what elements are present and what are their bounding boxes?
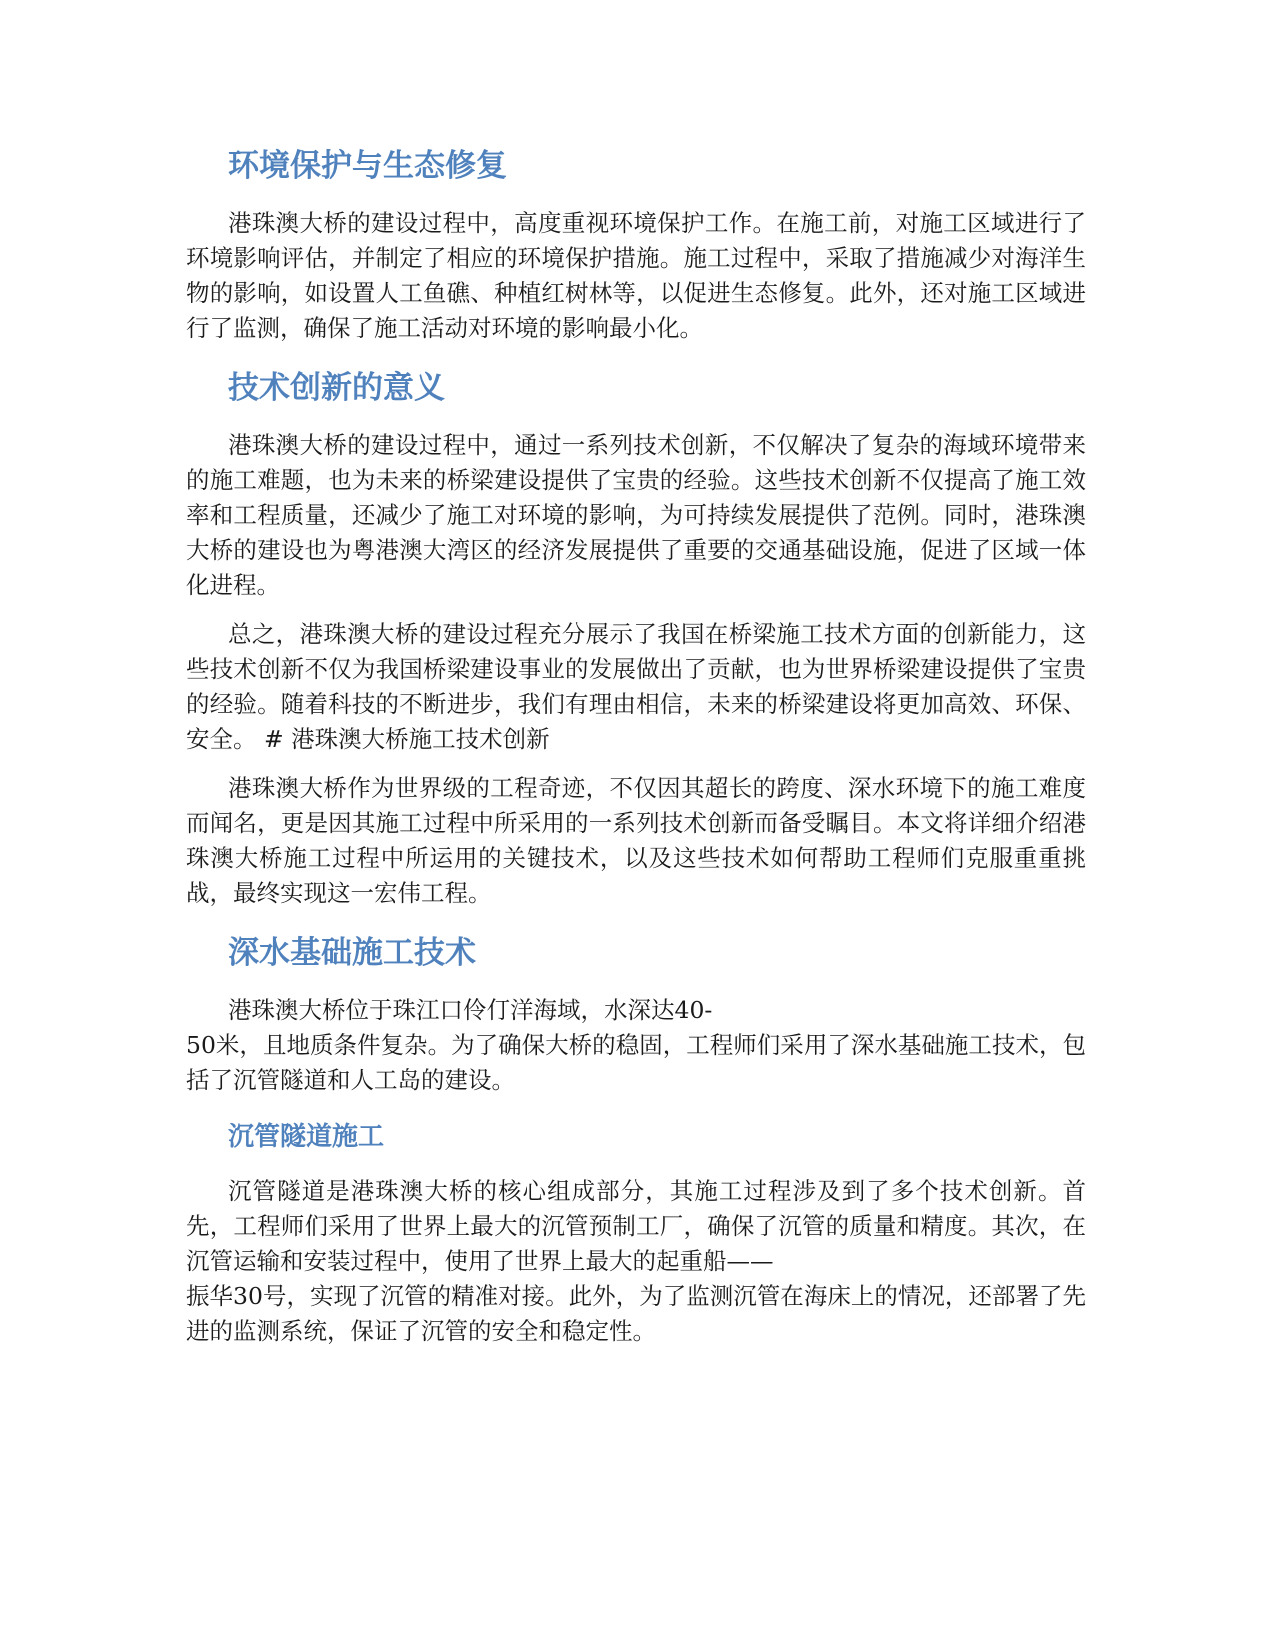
paragraph-environment: 港珠澳大桥的建设过程中，高度重视环境保护工作。在施工前，对施工区域进行了环境影响评估，并制定了相应的环境保护措施。施工过程中，采取了措施减少对海洋生物的影响，如设置人工鱼礁、种植红树林等，以促进生态修复。此外，还对施工区域进行了监测，确保了施工活动对环境的影响最小化。 <box>186 209 1086 342</box>
section-heading-innovation-significance: 技术创新的意义 <box>228 370 445 406</box>
section-heading-deepwater-foundation: 深水基础施工技术 <box>228 935 476 971</box>
document-page <box>186 140 1086 1349</box>
paragraph-innovation-1: 港珠澳大桥的建设过程中，通过一系列技术创新，不仅解决了复杂的海域环境带来的施工难题，也为未来的桥梁建设提供了宝贵的经验。这些技术创新不仅提高了施工效率和工程质量，还减少了施工对环境的影响，为可持续发展提供了范例。同时，港珠澳大桥的建设也为粤港澳大湾区的经济发展提供了重要的交通基础设施，促进了区域一体化进程。 <box>186 431 1086 599</box>
subsection-heading-immersed-tunnel: 沉管隧道施工 <box>228 1122 385 1152</box>
section-heading-environment: 环境保护与生态修复 <box>228 148 507 184</box>
paragraph-innovation-3: 港珠澳大桥作为世界级的工程奇迹，不仅因其超长的跨度、深水环境下的施工难度而闻名，更是因其施工过程中所采用的一系列技术创新而备受瞩目。本文将详细介绍港珠澳大桥施工过程中所运用的关键技术，以及这些技术如何帮助工程师们克服重重挑战，最终实现这一宏伟工程。 <box>186 774 1086 907</box>
paragraph-innovation-2: 总之，港珠澳大桥的建设过程充分展示了我国在桥梁施工技术方面的创新能力，这些技术创新不仅为我国桥梁建设事业的发展做出了贡献，也为世界桥梁建设提供了宝贵的经验。随着科技的不断进步，我们有理由相信，未来的桥梁建设将更加高效、环保、安全。 # 港珠澳大桥施工技术创新 <box>186 620 1086 753</box>
paragraph-deepwater-foundation: 港珠澳大桥位于珠江口伶仃洋海域，水深达40- 50米，且地质条件复杂。为了确保大桥的稳固，工程师们采用了深水基础施工技术，包括了沉管隧道和人工岛的建设。 <box>186 996 1086 1094</box>
paragraph-immersed-tunnel: 沉管隧道是港珠澳大桥的核心组成部分，其施工过程涉及到了多个技术创新。首先，工程师们采用了世界上最大的沉管预制工厂，确保了沉管的质量和精度。其次，在沉管运输和安装过程中，使用了世界上最大的起重船—— 振华30号，实现了沉管的精准对接。此外，为了监测沉管在海床上的情况，还部署了先进的监测系统，保证了沉管的安全和稳定性。 <box>186 1177 1086 1345</box>
